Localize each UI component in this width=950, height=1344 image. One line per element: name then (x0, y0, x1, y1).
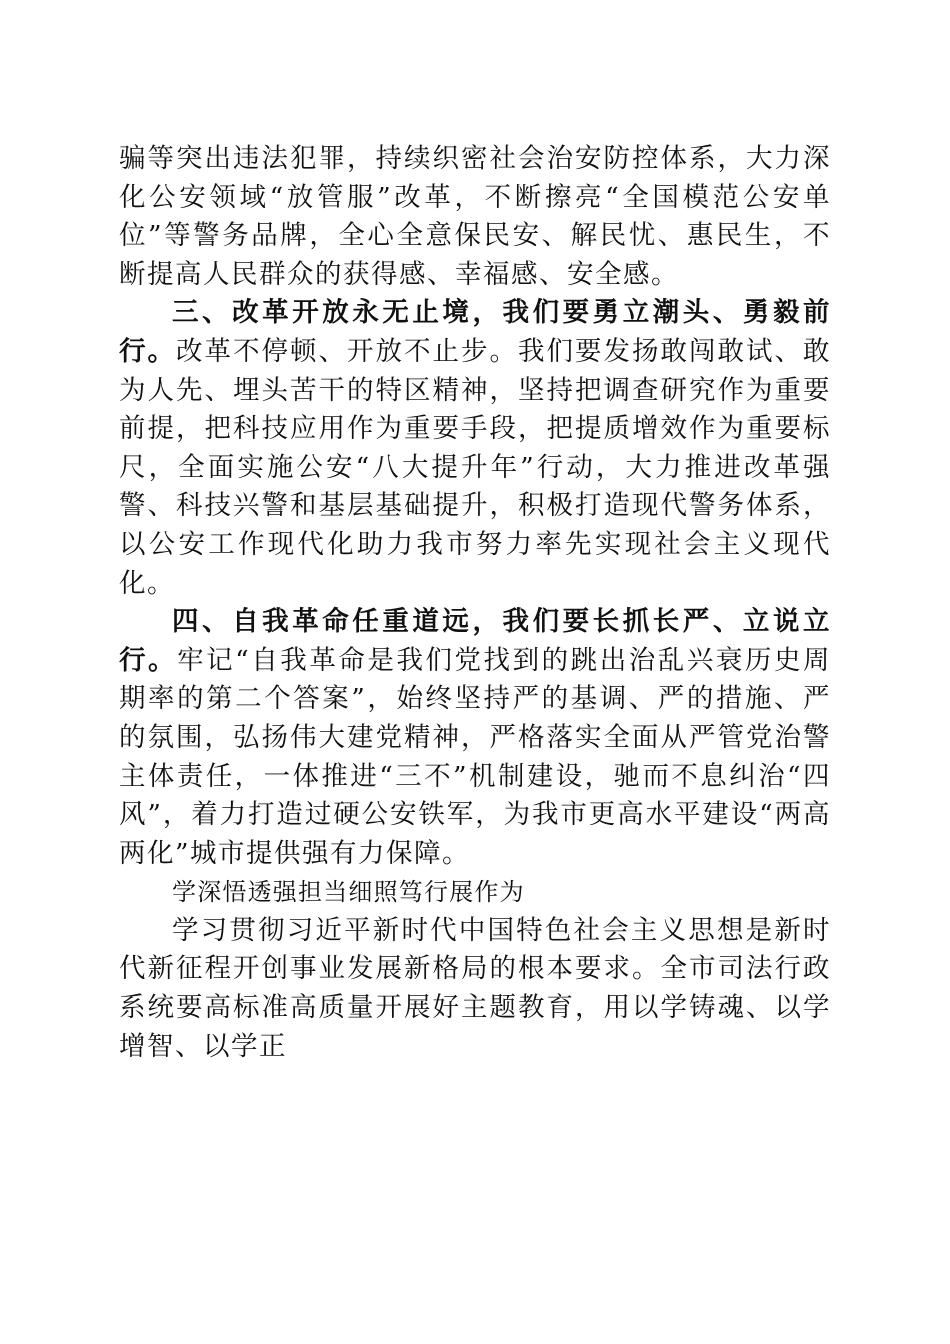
paragraph-text: 牢记“自我革命是我们党找到的跳出治乱兴衰历史周期率的第二个答案”，始终坚持严的基调、严的措施、严的氛围，弘扬伟大建党精神，严格落实全面从严管党治警主体责任，一体推进“三不”机制建设，驰而不息纠治“四风”，着力打造过硬公安铁军，为我市更高水平建设“两高两化”城市提供强有力保障。 (119, 644, 831, 869)
paragraph-continuation (119, 140, 831, 294)
section-subtitle: 学深悟透强担当细照笃行展作为 (172, 878, 525, 907)
paragraph-self-revolution (119, 603, 831, 873)
paragraph-heading: 四、自我革命任重道远，我们要长抓长严、立说立行。 (119, 606, 831, 676)
paragraph-text: 骗等突出违法犯罪，持续织密社会治安防控体系，大力深化公安领域“放管服”改革，不断擦亮“全国模范公安单位”等警务品牌，全心全意保民安、解民忧、惠民生，不断提高人民群众的获得感、幸福感、安全感。 (119, 143, 831, 290)
paragraph-final (119, 912, 831, 1066)
paragraph-text: 改革不停顿、开放不止步。我们要发扬敢闯敢试、敢为人先、埋头苦干的特区精神，坚持把调查研究作为重要前提，把科技应用作为重要手段，把提质增效作为重要标尺，全面实施公安“八大提升年”行动，大力推进改革强警、科技兴警和基层基础提升，积极打造现代警务体系，以公安工作现代化助力我市努力率先实现社会主义现代化。 (119, 335, 831, 599)
paragraph-text: 学习贯彻习近平新时代中国特色社会主义思想是新时代新征程开创事业发展新格局的根本要求。全市司法行政系统要高标准高质量开展好主题教育，用以学铸魂、以学增智、以学正 (119, 914, 831, 1062)
document-body (119, 140, 831, 1066)
paragraph-reform-opening (119, 294, 831, 603)
paragraph-heading: 三、改革开放永无止境，我们要勇立潮头、勇毅前行。 (119, 297, 831, 367)
